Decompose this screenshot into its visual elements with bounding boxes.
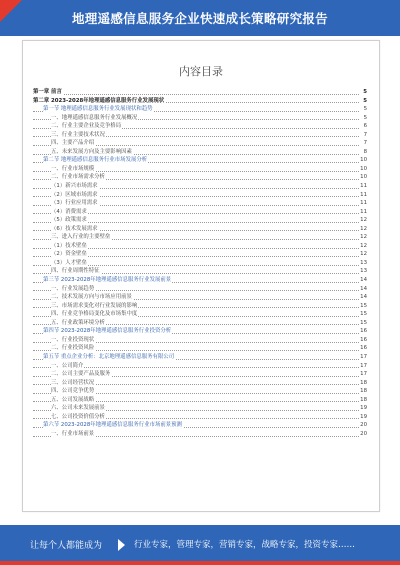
toc-entry-page: 12 [360,217,367,224]
toc-entry[interactable] [33,319,367,328]
toc-entry[interactable] [33,387,367,396]
toc-entry-page: 12 [360,225,367,232]
toc-entry-page: 16 [360,345,367,352]
toc-entry-label: （3）人才壁垒 [51,259,87,266]
toc-entry-label: 一、行业发展趋势 [51,285,95,292]
toc-entry-page: 17 [360,353,367,360]
toc-entry-page: 11 [360,183,367,190]
toc-entry-label: 一、行业市场前景 [51,430,95,437]
toc-entry-page: 12 [360,242,367,249]
toc-entry[interactable] [33,182,367,191]
toc-entry-label: 三、进入行业的主要壁垒 [51,234,111,241]
toc-entry-page: 5 [363,97,367,104]
toc-entry[interactable] [33,208,367,217]
toc-entry[interactable] [33,379,367,388]
toc-entry-label: 五、未来发展方向及主要影响因素 [51,148,132,155]
toc-entry-page: 7 [363,131,367,138]
toc-entry-page: 10 [360,157,367,164]
toc-entry[interactable] [33,430,367,439]
toc-entry-label: 三、行业主要技术状况 [51,131,105,138]
toc-entry-page: 14 [360,285,367,292]
toc-entry[interactable] [33,353,367,362]
toc-entry-page: 14 [360,277,367,284]
toc-entry-label: 一、行业投资现状 [51,336,95,343]
toc-leader-dots [33,94,359,95]
toc-entry-page: 13 [360,268,367,275]
toc-entry[interactable] [33,327,367,336]
toc-entry-page: 10 [360,174,367,181]
toc-entry-page: 5 [363,89,367,95]
toc-entry[interactable] [33,344,367,353]
toc-entry-label: 四、行业周期性特征 [51,268,100,275]
toc-entry-label: （2）资金壁垒 [51,251,87,258]
document-page [22,40,380,512]
toc-entry-label: （2）区域市场需求 [51,191,98,198]
toc-entry-label: 一、行业市场规模 [51,165,95,172]
toc-entry-label: 第二节 地理遥感信息服务行业市场发展分析 [43,157,148,164]
toc-entry[interactable] [33,131,367,140]
toc-entry-label: 四、主要产品介绍 [51,140,95,147]
toc-entry-page: 5 [363,106,367,113]
toc-entry-page: 20 [360,430,367,437]
toc-entry-page: 12 [360,251,367,258]
toc-entry[interactable] [33,105,367,114]
toc-entry-page: 17 [360,371,367,378]
footer-slogan-left: 让每个人都能成为 [30,541,103,551]
toc-entry-label: 二、技术发展方向与市场应用前景 [51,294,132,301]
toc-entry[interactable] [33,404,367,413]
toc-entry[interactable] [33,293,367,302]
toc-entry[interactable] [33,139,367,148]
toc-entry[interactable] [33,114,367,123]
toc-entry-label: （5）政策需求 [51,217,87,224]
toc-entry-page: 18 [360,379,367,386]
toc-entry-label: 第四节 2023-2028年地理遥感信息服务行业投资分析 [43,328,172,335]
toc-entry-label: 三、公司经营状况 [51,379,95,386]
toc-entry[interactable] [33,413,367,422]
toc-entry-label: 三、市场需求变化对行业发展的影响 [51,302,138,309]
toc-title: 内容目录 [179,65,223,78]
toc-entry[interactable] [33,225,367,234]
toc-entry[interactable] [33,250,367,259]
toc-entry[interactable] [33,165,367,174]
toc-entry[interactable] [33,276,367,285]
toc-list [33,88,367,438]
toc-entry-label: （1）技术壁垒 [51,242,87,249]
toc-entry[interactable] [33,396,367,405]
toc-entry-page: 15 [360,319,367,326]
toc-entry[interactable] [33,242,367,251]
toc-entry-label: 七、公司投资价值分析 [51,413,105,420]
toc-entry[interactable] [33,199,367,208]
toc-entry[interactable] [33,233,367,242]
toc-entry-label: 四、行业竞争格局变化及市场集中度 [51,311,138,318]
toc-entry-page: 15 [360,311,367,318]
toc-entry-label: 一、地理遥感信息服务行业发展概况 [51,114,138,121]
footer-accent-stripe [0,561,400,565]
toc-entry[interactable] [33,122,367,131]
toc-entry-page: 10 [360,165,367,172]
toc-entry-label: 二、行业市场需求分析 [51,174,105,181]
toc-entry-label: 第一节 地理遥感信息服务行业发展现状和趋势 [43,106,153,113]
toc-entry-page: 5 [363,114,367,121]
toc-entry[interactable] [33,173,367,182]
toc-entry-label: 第二章 2023-2028年地理遥感信息服务行业发展现状 [33,97,165,104]
toc-entry[interactable] [33,302,367,311]
toc-entry-label: 一、公司简介 [51,362,84,369]
toc-entry-page: 7 [363,140,367,147]
toc-entry-label: 第六节 2023-2028年地理遥感信息服务行业市场前景预测 [43,422,182,429]
toc-entry-label: （3）行业应用需求 [51,200,98,207]
toc-entry[interactable] [33,191,367,200]
toc-entry-label: （6）技术发展需求 [51,225,98,232]
toc-entry-label: 二、公司主要产品及服务 [51,371,111,378]
toc-entry[interactable] [33,362,367,371]
toc-entry-label: 六、公司未来发展前景 [51,405,105,412]
toc-entry-label: 五、行业政策环境分析 [51,319,105,326]
toc-entry-label: 二、行业投资风险 [51,345,95,352]
footer-slogan-right: 行业专家，管理专家，营销专家，战略专家，投资专家…… [134,540,356,550]
header-banner [0,0,400,36]
toc-entry[interactable] [33,216,367,225]
footer-banner [0,525,400,565]
toc-entry-label: 第一章 前言 [33,89,62,95]
toc-entry-page: 20 [360,422,367,429]
toc-entry[interactable] [33,336,367,345]
toc-entry-page: 11 [360,191,367,198]
toc-entry[interactable] [33,259,367,268]
toc-entry-page: 19 [360,413,367,420]
arrow-right-icon [118,539,125,551]
toc-entry-page: 18 [360,388,367,395]
toc-entry[interactable] [33,267,367,276]
toc-entry-label: （1）新兴市场需求 [51,183,98,190]
toc-entry-label: 四、公司竞争优势 [51,388,95,395]
toc-entry[interactable] [33,370,367,379]
toc-entry[interactable] [33,156,367,165]
toc-entry-page: 14 [360,294,367,301]
toc-entry-page: 16 [360,336,367,343]
toc-entry-page: 11 [360,200,367,207]
toc-entry-page: 16 [360,328,367,335]
toc-entry-label: 第五节 重点企业分析：北京地理遥感信息服务有限公司 [43,353,175,360]
toc-entry[interactable] [33,148,367,157]
toc-entry-page: 12 [360,234,367,241]
toc-entry-page: 13 [360,259,367,266]
toc-entry[interactable] [33,285,367,294]
toc-entry[interactable] [33,421,367,430]
toc-entry-label: （4）消费需求 [51,208,87,215]
toc-entry-page: 19 [360,405,367,412]
toc-entry-label: 五、公司发展战略 [51,396,95,403]
toc-entry-page: 18 [360,396,367,403]
toc-entry-page: 17 [360,362,367,369]
toc-entry-page: 15 [360,302,367,309]
toc-entry[interactable] [33,310,367,319]
report-title: 地理遥感信息服务企业快速成长策略研究报告 [71,11,328,26]
toc-entry-label: 二、行业主要企业及竞争格局 [51,123,122,130]
toc-entry-page: 6 [363,123,367,130]
toc-entry[interactable] [33,97,367,106]
toc-entry-label: 第三节 2023-2028年地理遥感信息服务行业发展前景 [43,277,172,284]
toc-entry[interactable] [33,88,367,97]
toc-entry-page: 11 [360,208,367,215]
toc-entry-page: 8 [363,148,367,155]
